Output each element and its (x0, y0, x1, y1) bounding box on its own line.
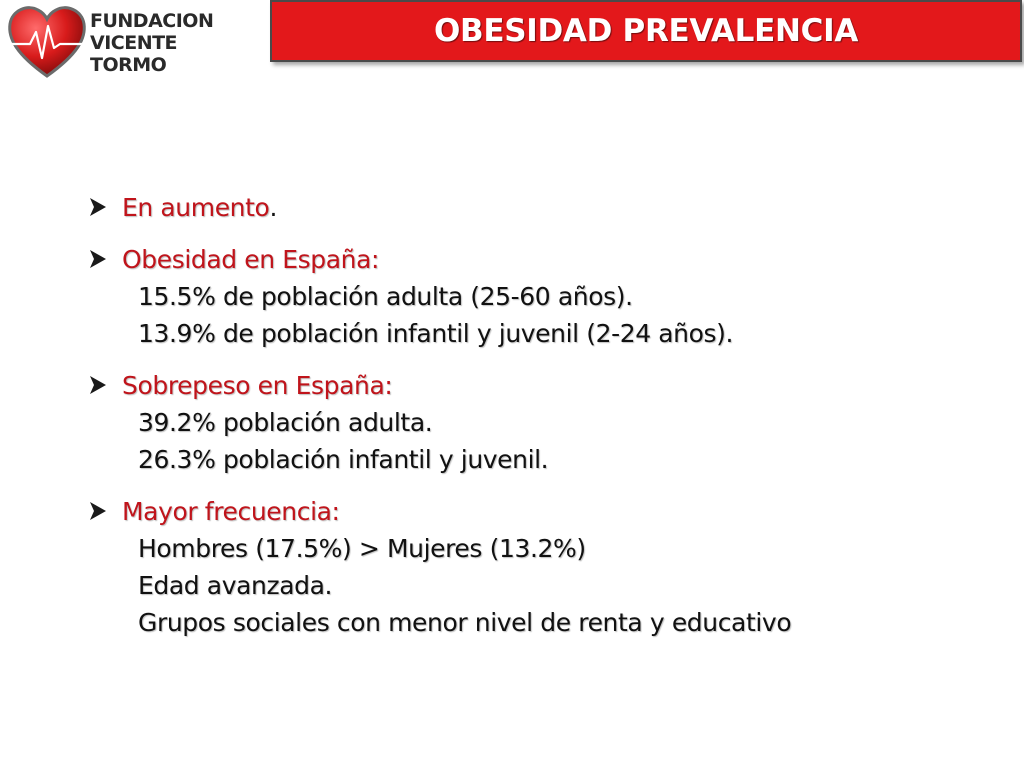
title-banner (270, 0, 1022, 62)
arrow-bullet-icon (88, 196, 108, 218)
section-heading: Sobrepeso en España: (122, 370, 393, 400)
bullet-row (88, 492, 988, 530)
detail-line: Grupos sociales con menor nivel de renta y educativo (138, 608, 792, 637)
detail-line: 26.3% población infantil y juvenil. (138, 445, 549, 474)
bullet-row (88, 366, 988, 404)
arrow-bullet-icon (88, 248, 108, 270)
bullet-row (88, 188, 988, 226)
section-sobrepeso (88, 366, 988, 478)
bullet-list (88, 188, 988, 655)
foundation-logo (6, 4, 246, 84)
detail-line: 15.5% de población adulta (25-60 años). (138, 282, 633, 311)
detail-line: Edad avanzada. (138, 571, 333, 600)
section-heading: En aumento (122, 192, 270, 222)
logo-line-2: VICENTE TORMO (90, 32, 178, 76)
detail-line: 39.2% población adulta. (138, 408, 433, 437)
section-heading: Obesidad en España: (122, 244, 380, 274)
detail-line: 13.9% de población infantil y juvenil (2-24 años). (138, 319, 734, 348)
page-title: OBESIDAD PREVALENCIA (433, 13, 859, 49)
section-obesidad (88, 240, 988, 352)
section-heading: Mayor frecuencia: (122, 496, 340, 526)
heading-suffix: . (269, 192, 277, 222)
heart-logo-icon (6, 4, 88, 80)
section-mayor-frecuencia (88, 492, 988, 641)
logo-line-1: FUNDACION (90, 10, 214, 32)
arrow-bullet-icon (88, 374, 108, 396)
bullet-row (88, 240, 988, 278)
logo-text (90, 10, 246, 76)
arrow-bullet-icon (88, 500, 108, 522)
detail-line: Hombres (17.5%) > Mujeres (13.2%) (138, 534, 586, 563)
section-en-aumento (88, 188, 988, 226)
